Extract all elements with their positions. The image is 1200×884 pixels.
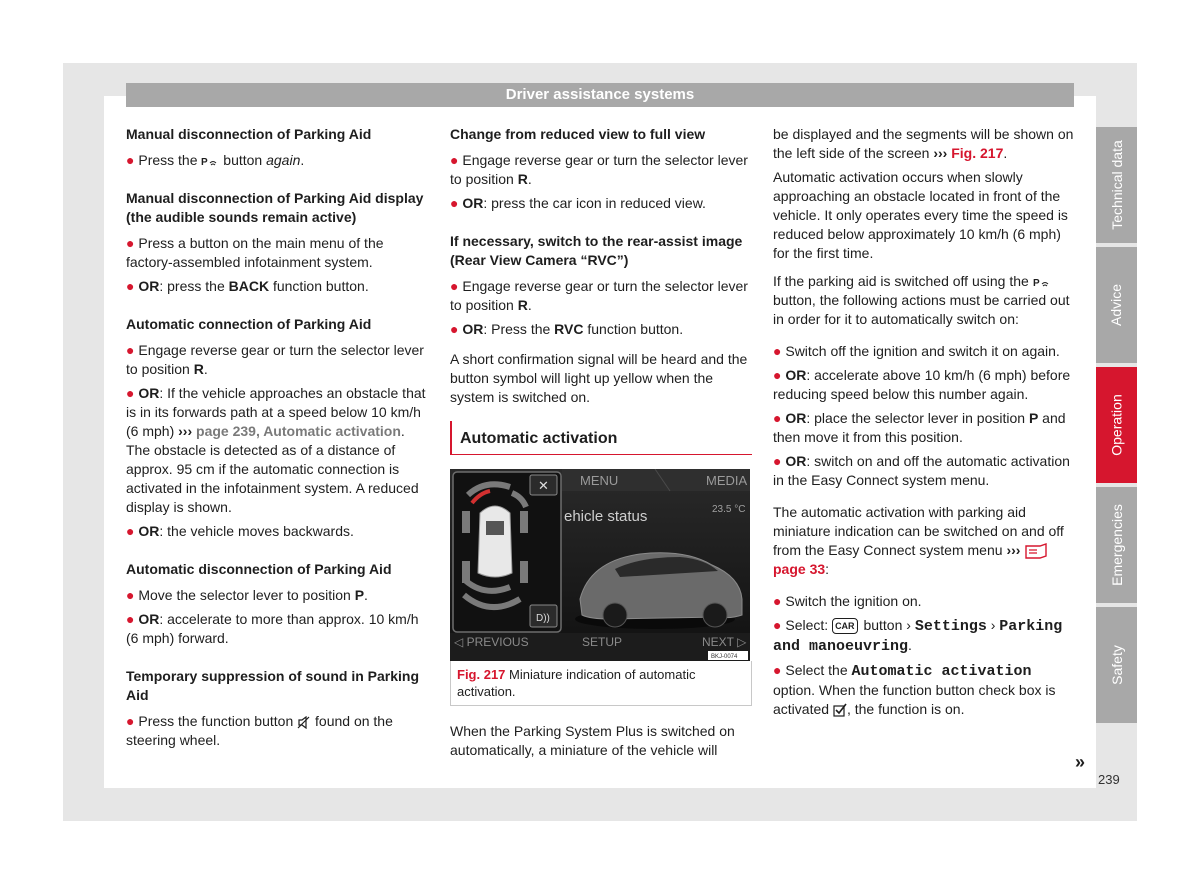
text: R [517, 297, 528, 313]
previous-button[interactable]: ◁ PREVIOUS [454, 635, 529, 649]
text: and then move it from this position. [773, 410, 1066, 445]
tab-technical-data[interactable] [1096, 127, 1137, 243]
text: OR [785, 367, 807, 383]
text: OR [138, 523, 160, 539]
text: R [193, 361, 204, 377]
text: . [364, 587, 368, 603]
spacer [773, 495, 1075, 503]
column-2 [450, 125, 752, 765]
setup-button[interactable]: SETUP [582, 635, 623, 649]
text: Engage reverse gear or turn the selector lever to position [450, 152, 748, 187]
tab-label: Operation [1108, 394, 1125, 456]
text: function button. [269, 278, 369, 294]
car-wheel-rear [703, 603, 727, 627]
close-icon: ✕ [538, 479, 549, 494]
spacer [126, 301, 428, 315]
text: Switch the ignition on. [785, 593, 922, 609]
paragraph [450, 320, 752, 339]
link-arrows: ››› [933, 145, 948, 161]
spacer [126, 175, 428, 189]
side-tab-nav [1096, 127, 1137, 727]
menu-option-automatic-activation: Automatic activation [851, 663, 1032, 680]
paragraph [450, 277, 752, 315]
text: OR [462, 195, 484, 211]
paragraph [773, 661, 1075, 719]
car-button-icon: CAR [832, 618, 858, 634]
menu-path-parking: Parking and manoeuvring [773, 618, 1063, 655]
page-reference-link[interactable]: page 33 [773, 561, 826, 577]
bullet: ● [126, 385, 135, 401]
paragraph [773, 616, 1075, 656]
spacer [450, 218, 752, 232]
paragraph [773, 452, 1075, 490]
bullet: ● [773, 410, 782, 426]
text: . [300, 152, 305, 168]
page-header: Driver assistance systems [126, 83, 1074, 107]
text: : the vehicle moves backwards. [159, 523, 354, 539]
section-title: Automatic activation [450, 421, 752, 455]
bullet: ● [450, 321, 459, 337]
bullet: ● [126, 278, 135, 294]
tab-advice[interactable] [1096, 247, 1137, 363]
bullet: ● [126, 587, 135, 603]
text: function button. [583, 321, 684, 337]
paragraph [773, 409, 1075, 447]
text: . The obstacle is detected as of a distance of approx. 95 cm if the automatic connection is activated in the infotainment system. A reduced display is shown. [126, 423, 419, 515]
top-view-windshield [486, 521, 504, 535]
figure-caption [450, 661, 752, 706]
figure-217 [450, 469, 750, 661]
figure-reference-link[interactable]: Fig. 217 [947, 145, 1004, 161]
menu-path-settings: Settings [914, 618, 987, 635]
paragraph [450, 151, 752, 189]
text: OR [138, 385, 160, 401]
figure-code: BKJ-0074 [711, 654, 738, 660]
text: . [527, 171, 532, 187]
bullet: ● [126, 523, 135, 539]
text: › [986, 617, 1000, 633]
bullet: ● [773, 617, 782, 633]
bullet: ● [773, 662, 782, 678]
text: button [219, 152, 267, 168]
column-3 [773, 125, 1075, 724]
menu-label[interactable]: MENU [580, 473, 619, 488]
paragraph [773, 342, 1075, 361]
text: OR [138, 278, 160, 294]
page-number: 239 [1098, 772, 1120, 787]
text: R [517, 171, 528, 187]
mute-sound-icon [297, 716, 311, 729]
continue-marker: » [1075, 752, 1086, 772]
segment-right-2 [520, 561, 528, 583]
text: If the parking aid is switched off using the [773, 273, 1033, 289]
text: Select: [785, 617, 833, 633]
text: : Press the [483, 321, 555, 337]
paragraph [773, 125, 1075, 163]
text: RVC [554, 321, 584, 337]
text: again [266, 152, 301, 168]
text: . [1003, 145, 1008, 161]
paragraph [773, 366, 1075, 404]
heading: Manual disconnection of Parking Aid display (the audible sounds remain active) [126, 190, 424, 225]
text: Move the selector lever to position [138, 587, 355, 603]
segment-left-1 [462, 511, 470, 533]
next-button[interactable]: NEXT ▷ [702, 635, 747, 649]
text: The automatic activation with parking aid miniature indication can be switched on and off from the Easy Connect system menu [773, 504, 1064, 558]
paragraph [126, 586, 428, 605]
svg-text:P: P [201, 157, 209, 168]
text: found on the steering wheel. [126, 713, 393, 748]
text: OR [138, 611, 160, 627]
tab-label: Advice [1108, 283, 1125, 327]
heading: Automatic connection of Parking Aid [126, 316, 372, 332]
spacer [126, 546, 428, 560]
spacer [773, 584, 1075, 592]
bullet: ● [450, 152, 459, 168]
parking-aid-icon [201, 155, 219, 167]
heading: If necessary, switch to the rear-assist image (Rear View Camera “RVC”) [450, 233, 743, 268]
tab-label: Technical data [1108, 140, 1125, 230]
segment-right-1 [520, 511, 528, 533]
checkbox-checked-icon [833, 703, 847, 717]
paragraph [126, 277, 428, 296]
text: Press a button on the main menu of the factory-assembled infotainment system. [126, 235, 384, 270]
paragraph: Automatic activation occurs when slowly approaching an obstacle located in front of the vehicle. It only operates every time the speed is reduced below approximately 10 km/h (6 mph) for the first time. [773, 169, 1068, 261]
temperature-label: 23.5 °C [712, 504, 746, 515]
text: P [1028, 410, 1039, 426]
text: button, the following actions must be carried out in order for it to automatically switch on: [773, 292, 1070, 327]
text: : press the [159, 278, 229, 294]
text: Press the function button [138, 713, 298, 729]
figure-label: Fig. 217 [457, 667, 506, 682]
bullet: ● [126, 713, 135, 729]
heading: Manual disconnection of Parking Aid [126, 126, 372, 142]
text: BACK [228, 278, 270, 294]
tab-label: Safety [1108, 645, 1125, 685]
paragraph [126, 341, 428, 379]
bullet: ● [773, 367, 782, 383]
text: : accelerate to more than approx. 10 km/h (6 mph) forward. [126, 611, 419, 646]
bullet: ● [773, 453, 782, 469]
text: Engage reverse gear or turn the selector lever to position [450, 278, 748, 313]
paragraph: A short confirmation signal will be heard and the button symbol will light up yellow when the system is switched on. [450, 351, 748, 405]
text: , the function is on. [846, 701, 965, 717]
text: : press the car icon in reduced view. [483, 195, 706, 211]
paragraph [126, 234, 428, 272]
text: . [908, 637, 912, 653]
text: . [527, 297, 532, 313]
car-wheel-front [603, 603, 627, 627]
spacer [126, 653, 428, 667]
paragraph [773, 592, 1075, 611]
paragraph [126, 610, 428, 648]
bullet: ● [450, 195, 459, 211]
text: : accelerate above 10 km/h (6 mph) before reducing speed below this number again. [773, 367, 1071, 402]
text: Switch off the ignition and switch it on again. [785, 343, 1060, 359]
text: P [354, 587, 365, 603]
bullet: ● [773, 343, 782, 359]
text: . [203, 361, 208, 377]
paragraph [126, 522, 428, 541]
tab-emergencies[interactable] [1096, 487, 1137, 603]
text: : [825, 561, 830, 577]
text: Engage reverse gear or turn the selector lever to position [126, 342, 424, 377]
svg-text:P: P [1032, 278, 1040, 289]
column-1 [126, 125, 428, 755]
paragraph [773, 503, 1075, 579]
link-arrows: ››› [1006, 542, 1021, 558]
text: OR [785, 453, 807, 469]
tab-label: Emergencies [1108, 504, 1125, 586]
bullet: ● [126, 342, 135, 358]
heading: Change from reduced view to full view [450, 126, 706, 142]
text: Press the [138, 152, 202, 168]
paragraph [773, 272, 1075, 329]
text: : place the selector lever in position [806, 410, 1029, 426]
heading: Temporary suppression of sound in Parking Aid [126, 668, 420, 703]
heading: Automatic disconnection of Parking Aid [126, 561, 392, 577]
text: button › [859, 617, 915, 633]
bullet: ● [126, 235, 135, 251]
text: be displayed and the segments will be shown on the left side of the screen [773, 126, 1074, 161]
paragraph [126, 151, 428, 170]
spacer [773, 334, 1075, 342]
text: OR [785, 410, 807, 426]
parking-aid-icon [1033, 276, 1051, 288]
bullet: ● [126, 611, 135, 627]
paragraph [126, 384, 428, 517]
vehicle-status-label: ehicle status [564, 508, 648, 525]
bullet: ● [773, 593, 782, 609]
page-reference-link[interactable]: page 239, Automatic activation [192, 423, 401, 439]
book-reference-icon [1024, 543, 1048, 559]
bullet: ● [126, 152, 135, 168]
caption-text: Miniature indication of automatic activation. [457, 667, 696, 699]
text: : If the vehicle approaches an obstacle that is in its forwards path at a speed below 10 km/h (6 mph) [126, 385, 426, 439]
media-label[interactable]: MEDIA [706, 473, 748, 488]
text: option. When the function button check box is activated [773, 682, 1056, 717]
bullet: ● [450, 278, 459, 294]
top-view-car [478, 506, 512, 577]
text: OR [462, 321, 484, 337]
link-arrows: ››› [178, 423, 193, 439]
text: : switch on and off the automatic activation in the Easy Connect system menu. [773, 453, 1070, 488]
tab-safety[interactable] [1096, 607, 1137, 723]
infotainment-screen [450, 469, 750, 661]
paragraph [450, 194, 752, 213]
paragraph: When the Parking System Plus is switched on automatically, a miniature of the vehicle will [450, 723, 735, 758]
paragraph [126, 712, 428, 750]
text: Select the [785, 662, 852, 678]
tab-operation[interactable] [1096, 367, 1137, 483]
sound-icon: D)) [536, 613, 550, 624]
